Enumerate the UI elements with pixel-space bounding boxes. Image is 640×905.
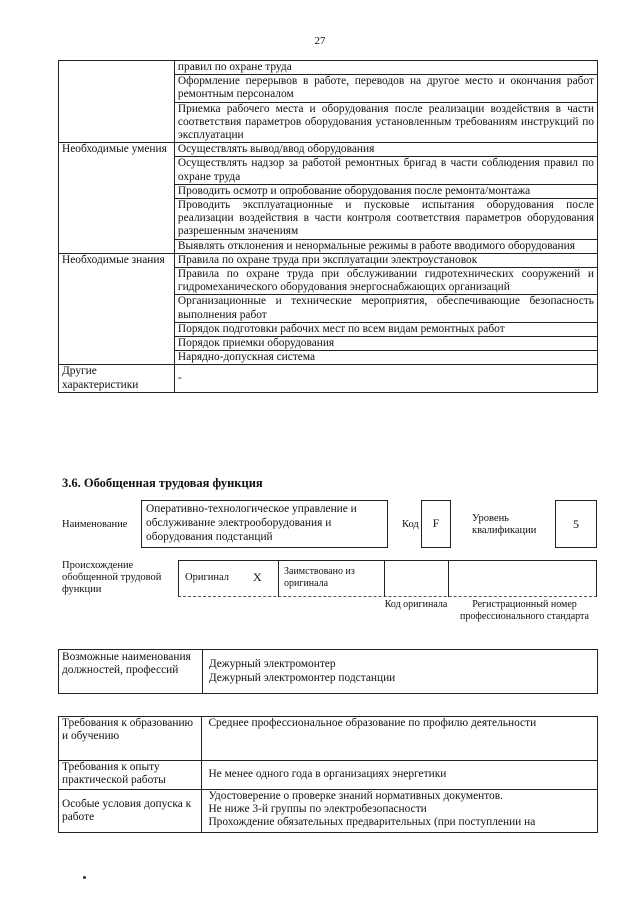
row-label: Особые условия допуска к работе — [59, 790, 202, 833]
table-cell: Порядок подготовки рабочих мест по всем видам ремонтных работ — [174, 322, 597, 336]
position-item: Дежурный электромонтер подстанции — [208, 671, 396, 684]
table-cell: Не менее одного года в организациях энергетики — [202, 761, 598, 790]
table-cell: Правила по охране труда при эксплуатации электроустановок — [174, 253, 597, 267]
section-title: 3.6. Обобщенная трудовая функция — [62, 476, 263, 490]
original-mark: X — [253, 570, 262, 584]
qualification-level: 5 — [555, 500, 597, 548]
row-label: Требования к опыту практической работы — [59, 761, 202, 790]
table-cell — [202, 650, 597, 694]
table-row — [59, 650, 598, 694]
table-cell: правил по охране труда — [174, 61, 597, 75]
table-row — [59, 761, 598, 790]
code-caption: Код оригинала — [384, 599, 448, 610]
name-label: Наименование — [62, 519, 128, 530]
borrowed-label: Заимствовано из оригинала — [284, 566, 355, 589]
labor-action-table — [58, 60, 598, 393]
table-cell: Осуществлять надзор за работой ремонтных бригад в части соблюдения правил по охране труда — [174, 157, 597, 184]
row-label: Возможные наименования должностей, профессий — [59, 650, 203, 694]
positions-table — [58, 649, 598, 694]
table-cell: Приемка рабочего места и оборудования после реализации воздействия в части соответствия параметров оборудования установленным требованиям инструкций по эксплуатации — [174, 102, 597, 143]
requirement-line: Удостоверение о проверке знаний нормативных документов. — [208, 790, 503, 802]
table-cell: Организационные и технические мероприятия, обеспечивающие безопасность выполнения работ — [174, 295, 597, 322]
table-cell — [202, 790, 598, 833]
reg-caption: Регистрационный номер профессионального стандарта — [460, 599, 589, 622]
table-cell: Нарядно-допускная система — [174, 351, 597, 365]
table-cell: Осуществлять вывод/ввод оборудования — [174, 143, 597, 157]
row-label — [59, 61, 175, 143]
speck-mark — [83, 876, 86, 879]
table-row — [59, 143, 598, 157]
table-cell: Порядок приемки оборудования — [174, 337, 597, 351]
table-row — [59, 790, 598, 833]
divider — [278, 560, 279, 597]
level-label: Уровень квалификации — [472, 513, 537, 536]
requirements-table — [58, 716, 598, 833]
table-cell: Выявлять отклонения и ненормальные режимы в работе вводимого оборудования — [174, 239, 597, 253]
row-label: Другие характеристики — [59, 365, 175, 392]
requirement-line: Не ниже 3-й группы по электробезопасности — [208, 803, 427, 816]
page-number: 27 — [314, 35, 326, 47]
table-row — [59, 717, 598, 761]
table-cell: Проводить осмотр и опробование оборудования после ремонта/монтажа — [174, 184, 597, 198]
function-name: Оперативно-технологическое управление и обслуживание электрооборудования и оборудования подстанций — [141, 500, 388, 548]
table-row — [59, 253, 598, 267]
row-label: Необходимые знания — [59, 253, 175, 365]
original-label: Оригинал — [185, 572, 229, 583]
table-cell: Проводить эксплуатационные и пусковые испытания оборудования после реализации воздействия в части контроля соответствия параметров оборудования разрешенным значениям — [174, 199, 597, 240]
origin-label: Происхождение обобщенной трудовой функции — [62, 560, 162, 595]
table-row — [59, 365, 598, 392]
table-row — [59, 61, 598, 75]
table-cell: Среднее профессиональное образование по профилю деятельности — [202, 717, 598, 761]
row-label: Необходимые умения — [59, 143, 175, 254]
table-cell: Оформление перерывов в работе, переводов на другое место и окончания работ ремонтным персоналом — [174, 75, 597, 102]
divider — [448, 560, 449, 597]
code-label: Код — [402, 519, 419, 530]
table-cell: - — [174, 365, 597, 392]
row-label: Требования к образованию и обучению — [59, 717, 202, 761]
requirement-line: Прохождение обязательных предварительных (при поступлении на — [208, 816, 536, 829]
table-cell: Правила по охране труда при обслуживании гидротехнических сооружений и гидромеханического оборудования энергоснабжающих организаций — [174, 268, 597, 295]
divider — [384, 560, 385, 597]
function-code: F — [421, 500, 451, 548]
position-item: Дежурный электромонтер — [208, 658, 336, 671]
origin-box — [178, 560, 597, 597]
